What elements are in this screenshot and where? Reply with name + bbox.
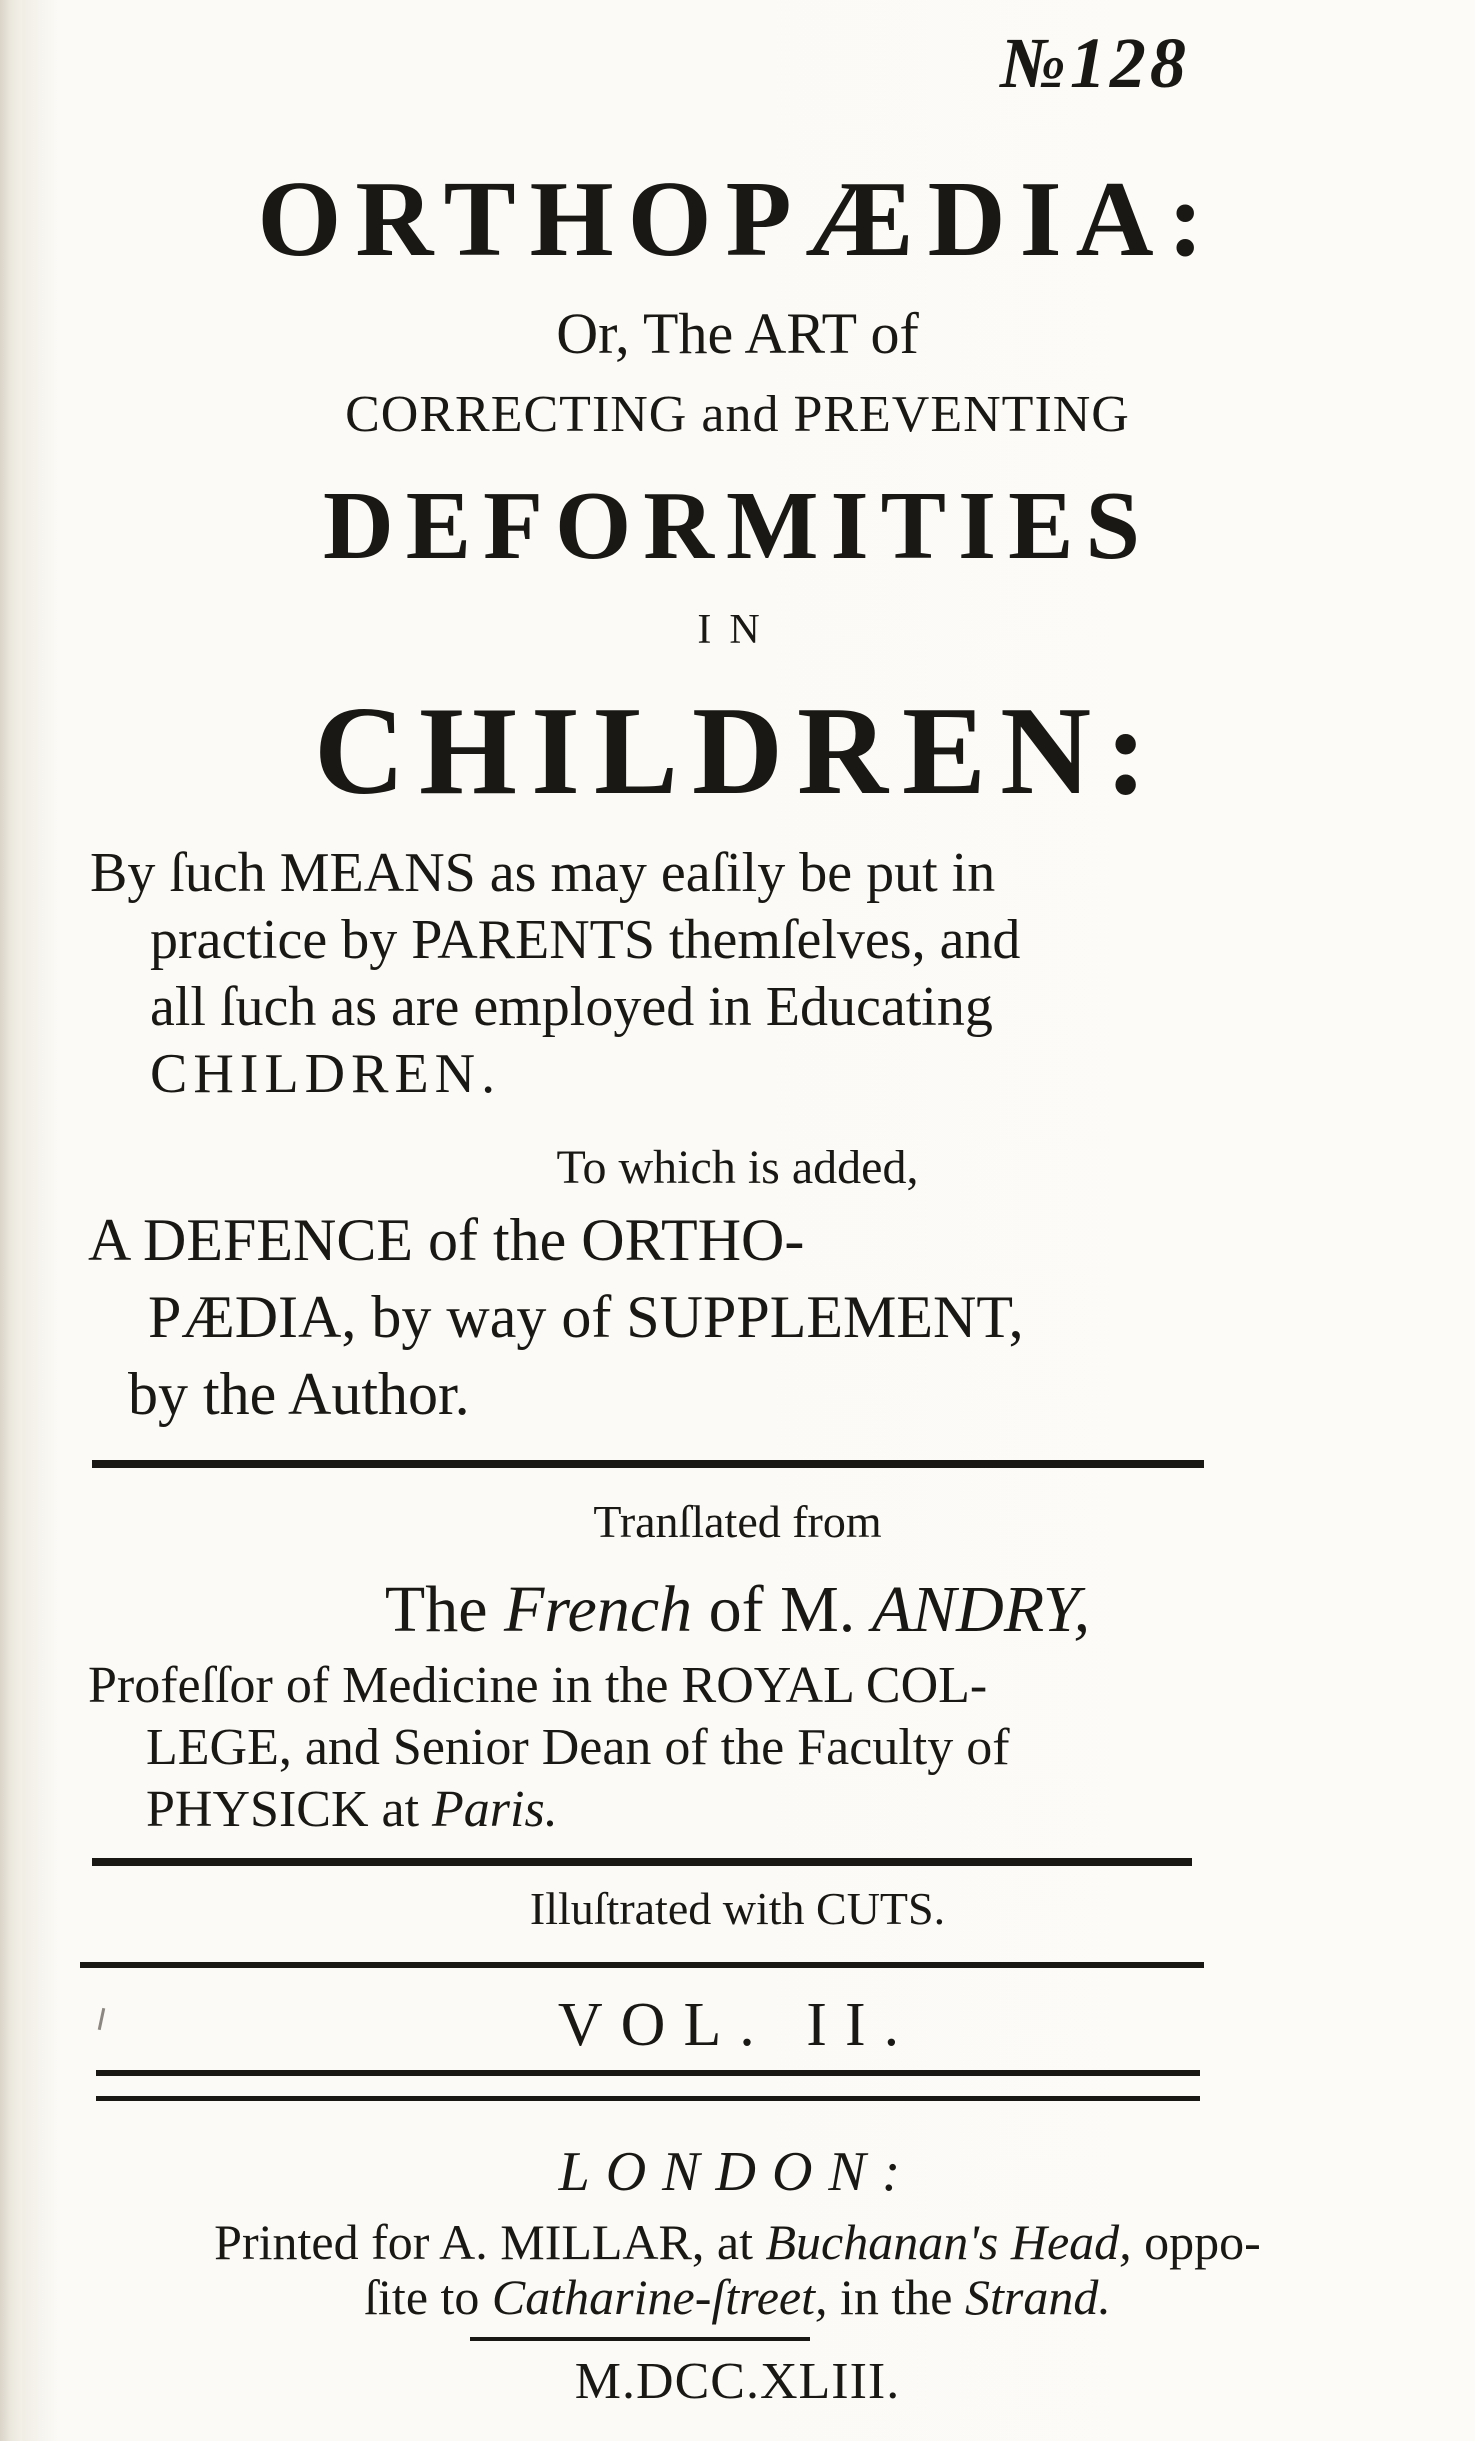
imprint-line-1 — [0, 2213, 1475, 2271]
author-line-3 — [88, 1779, 1200, 1841]
imprint-line-1-c: oppo- — [1144, 2214, 1261, 2270]
defence-line-2: PÆDIA, by way of SUPPLEMENT, — [148, 1284, 1024, 1350]
author-line-3-a: PHYSICK at — [146, 1781, 420, 1838]
author-line-1: Profeſſor of Medicine in the ROYAL COL- — [88, 1657, 988, 1714]
credit-the: The — [384, 1573, 488, 1646]
credit-of-m: of M. — [708, 1573, 856, 1646]
imprint-line-2-b: Catharine-ſtreet, — [491, 2269, 828, 2325]
divider-rule — [80, 1962, 1204, 1968]
divider-rule — [92, 1460, 1204, 1468]
volume-number: VOL. II. — [557, 1991, 918, 2059]
imprint-line-2 — [0, 2268, 1475, 2326]
imprint-line-1-a: Printed for A. MILLAR, at — [214, 2214, 753, 2270]
defence-line-1: A DEFENCE of the ORTHO- — [88, 1207, 805, 1273]
imprint-line-2-c: in the — [840, 2269, 953, 2325]
title-deformities: DEFORMITIES — [322, 472, 1152, 580]
main-title: ORTHOPÆDIA: — [257, 160, 1218, 279]
means-line-1: By ſuch MEANS as may eaſily be put in — [90, 842, 996, 904]
author-description — [88, 1655, 1200, 1841]
translated-from: Tranſlated from — [593, 1496, 882, 1547]
means-line-4: CHILDREN. — [150, 1043, 502, 1105]
imprint-city: LONDON: — [558, 2141, 917, 2203]
credit-andry: ANDRY, — [871, 1573, 1091, 1646]
translator-credit — [0, 1572, 1475, 1648]
credit-french: French — [504, 1573, 693, 1646]
inventory-number: №128 — [1000, 23, 1190, 103]
divider-rule — [470, 2337, 810, 2341]
title-in: IN — [697, 607, 778, 653]
defence-line-3: by the Author. — [128, 1361, 470, 1427]
illustrated-line: Illuſtrated with CUTS. — [529, 1883, 946, 1934]
means-paragraph — [90, 840, 1200, 1108]
author-line-2: LEGE, and Senior Dean of the Faculty of — [146, 1719, 1010, 1776]
publication-date: M.DCC.XLIII. — [574, 2353, 901, 2410]
subtitle-correcting-line: CORRECTING and PREVENTING — [345, 386, 1130, 443]
title-children: CHILDREN: — [313, 682, 1162, 821]
divider-rule — [96, 2070, 1200, 2076]
imprint-line-2-d: Strand. — [965, 2269, 1111, 2325]
divider-rule — [92, 1858, 1192, 1866]
means-line-2: practice by PARENTS themſelves, and — [150, 909, 1021, 971]
subtitle-or-line: Or, The ART of — [556, 301, 919, 366]
author-line-3-b: Paris. — [432, 1781, 558, 1838]
imprint-line-1-b: Buchanan's Head, — [765, 2214, 1132, 2270]
addition-intro: To which is added, — [556, 1141, 919, 1194]
imprint-line-2-a: ſite to — [364, 2269, 480, 2325]
divider-rule — [96, 2096, 1200, 2101]
means-line-3: all ſuch as are employed in Educating — [150, 976, 993, 1038]
